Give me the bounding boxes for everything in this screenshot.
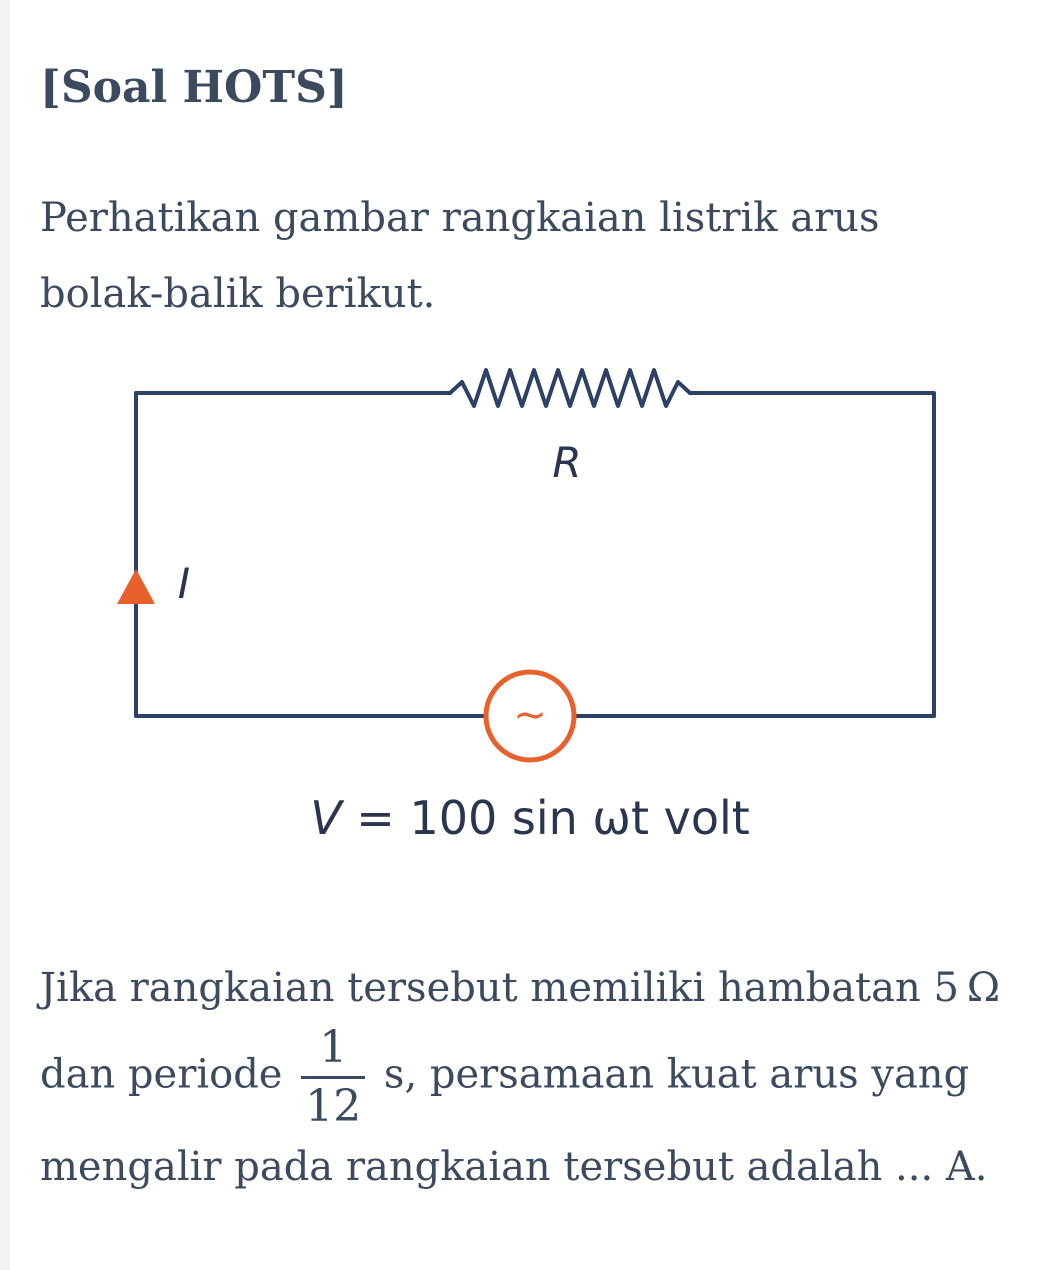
voltage-symbol: V [310, 791, 342, 845]
wire-top-right [576, 393, 934, 716]
resistor-zigzag [450, 370, 690, 406]
intro-text: Perhatikan gambar rangkaian listrik arus bolak-balik berikut. [40, 195, 880, 317]
question-part-2: s, persamaan kuat arus yang mengalir pada rangkaian tersebut adalah ... A. [40, 1051, 988, 1190]
voltage-expression: = 100 sin ωt volt [341, 791, 750, 845]
period-fraction [301, 1022, 365, 1132]
question-part-1: Jika rangkaian tersebut memiliki hambatan 5 Ω dan periode [40, 965, 1001, 1098]
ac-source-symbol: ~ [513, 692, 547, 738]
question-heading: [Soal HOTS] [40, 62, 348, 113]
resistor-label: R [552, 438, 582, 487]
question-text [40, 950, 1030, 1205]
ac-circuit-diagram [0, 330, 1054, 860]
wire-bottom-left [136, 393, 484, 716]
fraction-denominator: 12 [305, 1081, 362, 1132]
current-label: I [177, 559, 191, 608]
fraction-numerator: 1 [301, 1026, 365, 1079]
voltage-equation [310, 791, 750, 845]
current-arrow-icon [117, 569, 155, 604]
